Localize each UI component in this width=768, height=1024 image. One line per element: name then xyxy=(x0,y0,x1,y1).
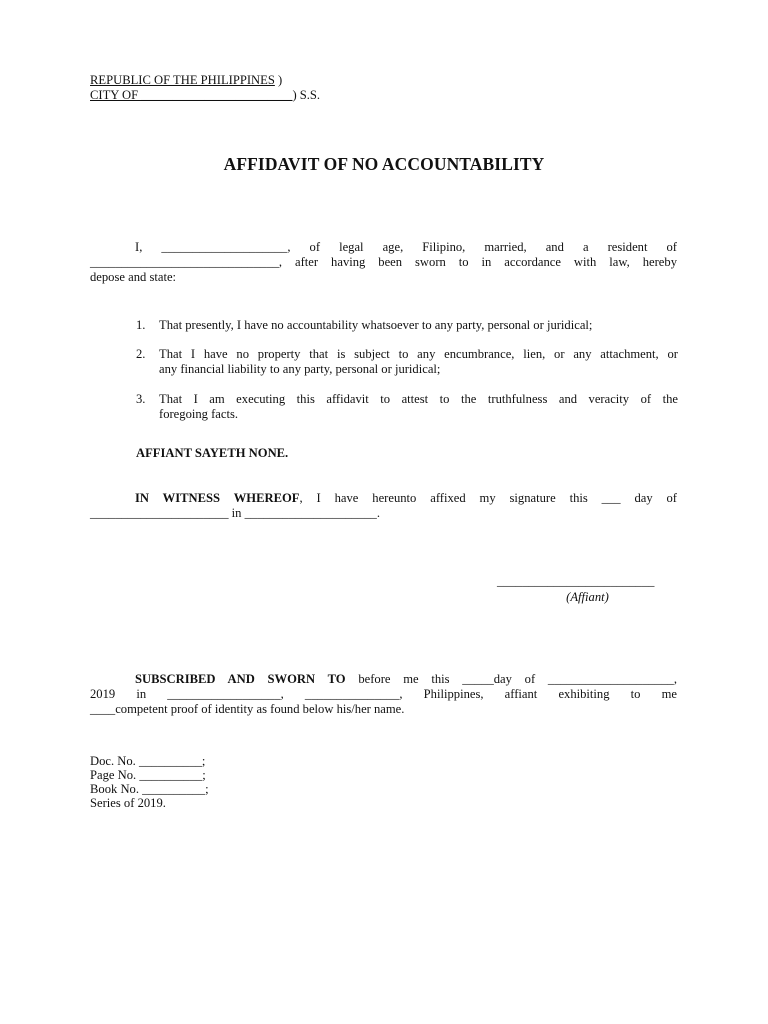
affiant-signature-label: (Affiant) xyxy=(566,590,609,604)
witness-line-2: ______________________ in _____________________. xyxy=(90,506,381,520)
page-number: Page No. __________; xyxy=(90,768,206,782)
intro-line-3: depose and state: xyxy=(90,270,177,284)
venue-city xyxy=(90,88,320,103)
jurat-heading: SUBSCRIBED AND SWORN TO xyxy=(135,672,346,686)
list-item-line: That presently, I have no accountability whatsoever to any party, personal or juridical; xyxy=(159,318,593,332)
affiant-signature-line: _________________________ xyxy=(497,574,655,588)
list-item-line: That I have no property that is subject to any encumbrance, lien, or any attachment, or xyxy=(159,347,678,361)
jurat-line-1-rest: before me this _____day of ____________________, xyxy=(345,672,677,686)
document-title: AFFIDAVIT OF NO ACCOUNTABILITY xyxy=(223,154,545,174)
list-item-number: 3. xyxy=(136,392,146,406)
witness-paragraph xyxy=(90,491,677,521)
doc-number: Doc. No. __________; xyxy=(90,754,206,768)
list-item-number: 1. xyxy=(136,318,146,332)
intro-line-1: I, ____________________, of legal age, Filipino, married, and a resident of xyxy=(135,240,677,254)
list-item-line: foregoing facts. xyxy=(159,407,239,421)
witness-line-1 xyxy=(90,491,677,506)
venue-city-ss: ) S.S. xyxy=(292,88,321,102)
list-item-number: 2. xyxy=(136,347,146,361)
witness-line-1-rest: , I have hereunto affixed my signature this ___ day of xyxy=(299,491,678,505)
venue-city-text: CITY OF ________________________ xyxy=(90,88,293,102)
venue-republic-text: REPUBLIC OF THE PHILIPPINES xyxy=(90,73,275,87)
jurat-paragraph xyxy=(90,672,677,717)
book-number: Book No. __________; xyxy=(90,782,209,796)
witness-heading: IN WITNESS WHEREOF xyxy=(135,491,300,505)
jurat-line-1 xyxy=(90,672,677,687)
list-item-3 xyxy=(136,392,678,422)
intro-line-2: ______________________________, after having been sworn to in accordance with law, hereby xyxy=(90,255,677,269)
list-item-1 xyxy=(136,318,678,333)
affiant-sayeth-none: AFFIANT SAYETH NONE. xyxy=(136,446,289,460)
venue-republic xyxy=(90,73,282,88)
series-year: Series of 2019. xyxy=(90,796,166,810)
list-item-line: any financial liability to any party, personal or juridical; xyxy=(159,362,441,376)
intro-paragraph xyxy=(90,240,677,285)
jurat-line-3: ____competent proof of identity as found below his/her name. xyxy=(90,702,405,716)
jurat-line-2: 2019 in __________________, _______________, Philippines, affiant exhibiting to me xyxy=(90,687,677,701)
list-item-2 xyxy=(136,347,678,377)
list-item-line: That I am executing this affidavit to attest to the truthfulness and veracity of the xyxy=(159,392,678,406)
venue-republic-paren: ) xyxy=(274,73,283,87)
